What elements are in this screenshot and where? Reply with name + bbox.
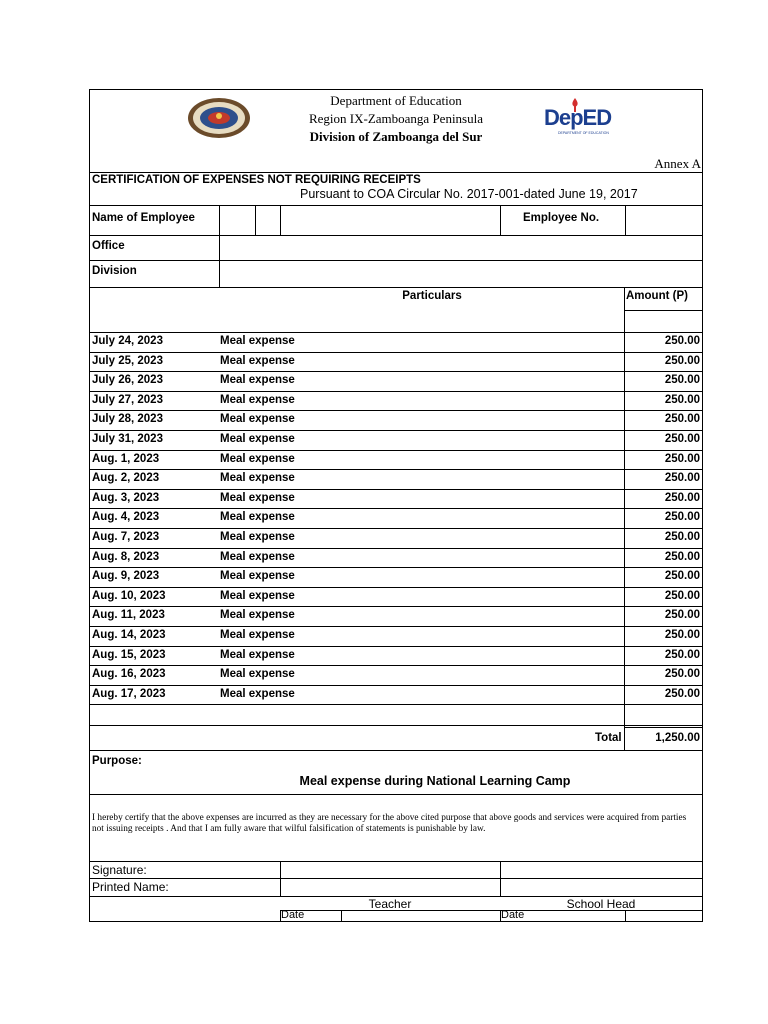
signature-label: Signature: xyxy=(92,863,147,877)
employee-no-label: Employee No. xyxy=(523,212,600,224)
row-divider xyxy=(90,704,702,705)
total-label: Total xyxy=(595,732,622,744)
expense-date: Aug. 11, 2023 xyxy=(92,609,165,622)
expense-amount: 250.00 xyxy=(664,335,700,347)
table-row xyxy=(90,391,702,411)
employee-name-field-1[interactable] xyxy=(220,206,255,235)
school-head-signature-field[interactable] xyxy=(501,862,702,877)
school-head-label: School Head xyxy=(566,897,636,911)
table-row xyxy=(90,587,702,607)
table-row xyxy=(90,626,702,646)
expense-particular: Meal expense xyxy=(220,354,295,367)
amount-header: Amount (P) xyxy=(626,290,688,302)
office-field[interactable] xyxy=(220,236,702,260)
teacher-label: Teacher xyxy=(368,897,412,911)
expense-particular: Meal expense xyxy=(220,609,295,622)
expense-amount: 250.00 xyxy=(664,609,700,622)
expense-amount: 250.00 xyxy=(664,393,700,406)
office-label: Office xyxy=(92,240,125,252)
table-row xyxy=(90,352,702,372)
school-head-date-field[interactable] xyxy=(626,911,702,921)
table-row xyxy=(90,469,702,489)
expense-particular: Meal expense xyxy=(220,629,295,641)
school-head-date-label: Date xyxy=(501,909,525,921)
table-row xyxy=(90,665,702,685)
expense-date: July 24, 2023 xyxy=(92,335,163,347)
expense-date: July 27, 2023 xyxy=(92,393,163,406)
deped-logo xyxy=(544,98,610,140)
expense-date: Aug. 4, 2023 xyxy=(92,511,160,524)
expense-date: Aug. 17, 2023 xyxy=(92,687,166,700)
expense-date: July 31, 2023 xyxy=(92,433,163,445)
expense-particular: Meal expense xyxy=(220,687,295,700)
expense-amount: 250.00 xyxy=(664,668,700,681)
deped-logo-subtext: DEPARTMENT OF EDUCATION xyxy=(558,131,609,135)
expense-particular: Meal expense xyxy=(220,550,295,563)
expense-amount: 250.00 xyxy=(664,354,700,367)
division-field[interactable] xyxy=(220,261,702,287)
table-row xyxy=(90,489,702,509)
expense-date: Aug. 9, 2023 xyxy=(92,570,160,583)
header-block xyxy=(280,92,512,146)
school-head-printed-name-field[interactable] xyxy=(501,879,702,895)
expense-particular: Meal expense xyxy=(220,393,295,406)
table-row xyxy=(90,332,702,352)
name-of-employee-label: Name of Employee xyxy=(92,212,195,224)
division-name: Division of Zamboanga del Sur xyxy=(309,129,483,144)
teacher-signature-field[interactable] xyxy=(281,862,500,877)
expense-amount: 250.00 xyxy=(664,472,700,485)
expense-date: July 28, 2023 xyxy=(92,413,163,426)
table-row xyxy=(90,508,702,528)
table-row xyxy=(90,371,702,391)
blank-row-divider xyxy=(90,725,702,726)
expense-amount: 250.00 xyxy=(664,550,700,563)
department-name: Department of Education xyxy=(330,93,462,108)
table-row xyxy=(90,528,702,548)
expense-amount: 250.00 xyxy=(664,531,700,543)
purpose-text: Meal expense during National Learning Camp xyxy=(299,774,571,788)
expense-particular: Meal expense xyxy=(220,491,295,504)
form-title: CERTIFICATION OF EXPENSES NOT REQUIRING RECEIPTS xyxy=(92,174,421,186)
employee-name-field-3[interactable] xyxy=(281,206,500,235)
expense-particular: Meal expense xyxy=(220,589,295,602)
expense-particular: Meal expense xyxy=(220,433,295,445)
expense-date: Aug. 16, 2023 xyxy=(92,668,166,681)
particulars-header: Particulars xyxy=(402,290,462,302)
expense-date: July 26, 2023 xyxy=(92,374,163,387)
expense-particular: Meal expense xyxy=(220,374,295,387)
expense-amount: 250.00 xyxy=(664,433,700,445)
form-subtitle: Pursuant to COA Circular No. 2017-001-dated June 19, 2017 xyxy=(300,187,638,201)
expense-date: July 25, 2023 xyxy=(92,354,163,367)
table-row xyxy=(90,410,702,430)
expense-amount: 250.00 xyxy=(664,629,700,641)
expense-date: Aug. 10, 2023 xyxy=(92,589,166,602)
teacher-printed-name-field[interactable] xyxy=(281,879,500,895)
expense-particular: Meal expense xyxy=(220,570,295,583)
printed-name-label: Printed Name: xyxy=(92,880,169,894)
table-row xyxy=(90,685,702,705)
expense-particular: Meal expense xyxy=(220,668,295,681)
table-row xyxy=(90,567,702,587)
expense-date: Aug. 8, 2023 xyxy=(92,550,160,563)
expense-date: Aug. 3, 2023 xyxy=(92,491,160,504)
total-value: 1,250.00 xyxy=(655,732,700,744)
annex-label: Annex A xyxy=(654,156,701,171)
expense-amount: 250.00 xyxy=(664,491,700,504)
deped-logo-text: DepED xyxy=(544,105,612,130)
teacher-date-field[interactable] xyxy=(342,911,499,921)
certification-text: I hereby certify that the above expenses are incurred as they are necessary for the above cited purpose that above goods and services were acquired from parties not issuing receipts . And that I am fully aware that wilful falsification of statements is punishable by law. xyxy=(92,813,687,834)
table-row xyxy=(90,646,702,666)
expense-particular: Meal expense xyxy=(220,413,295,426)
expense-amount: 250.00 xyxy=(664,413,700,426)
expense-amount: 250.00 xyxy=(664,648,700,661)
expense-particular: Meal expense xyxy=(220,452,295,465)
table-row xyxy=(90,606,702,626)
expense-particular: Meal expense xyxy=(220,511,295,524)
expense-particular: Meal expense xyxy=(220,335,295,347)
table-row xyxy=(90,548,702,568)
expense-date: Aug. 2, 2023 xyxy=(92,472,160,485)
expense-amount: 250.00 xyxy=(664,511,700,524)
division-label: Division xyxy=(92,265,137,277)
certification-form xyxy=(89,89,703,922)
table-row xyxy=(90,450,702,470)
expense-particular: Meal expense xyxy=(220,648,295,661)
expense-amount: 250.00 xyxy=(664,589,700,602)
expense-date: Aug. 7, 2023 xyxy=(92,531,160,543)
expense-particular: Meal expense xyxy=(220,472,295,485)
expense-date: Aug. 14, 2023 xyxy=(92,629,166,641)
expense-particular: Meal expense xyxy=(220,531,295,543)
teacher-date-label: Date xyxy=(281,909,305,921)
region-name: Region IX-Zamboanga Peninsula xyxy=(308,111,483,126)
expense-amount: 250.00 xyxy=(664,570,700,583)
employee-no-field[interactable] xyxy=(626,206,702,235)
expense-amount: 250.00 xyxy=(664,452,700,465)
expense-amount: 250.00 xyxy=(664,687,700,700)
expense-date: Aug. 15, 2023 xyxy=(92,648,166,661)
table-row xyxy=(90,430,702,450)
purpose-label: Purpose: xyxy=(92,755,142,767)
division-seal-icon xyxy=(187,97,251,139)
employee-name-field-2[interactable] xyxy=(256,206,280,235)
expense-date: Aug. 1, 2023 xyxy=(92,452,160,465)
expense-amount: 250.00 xyxy=(664,374,700,387)
